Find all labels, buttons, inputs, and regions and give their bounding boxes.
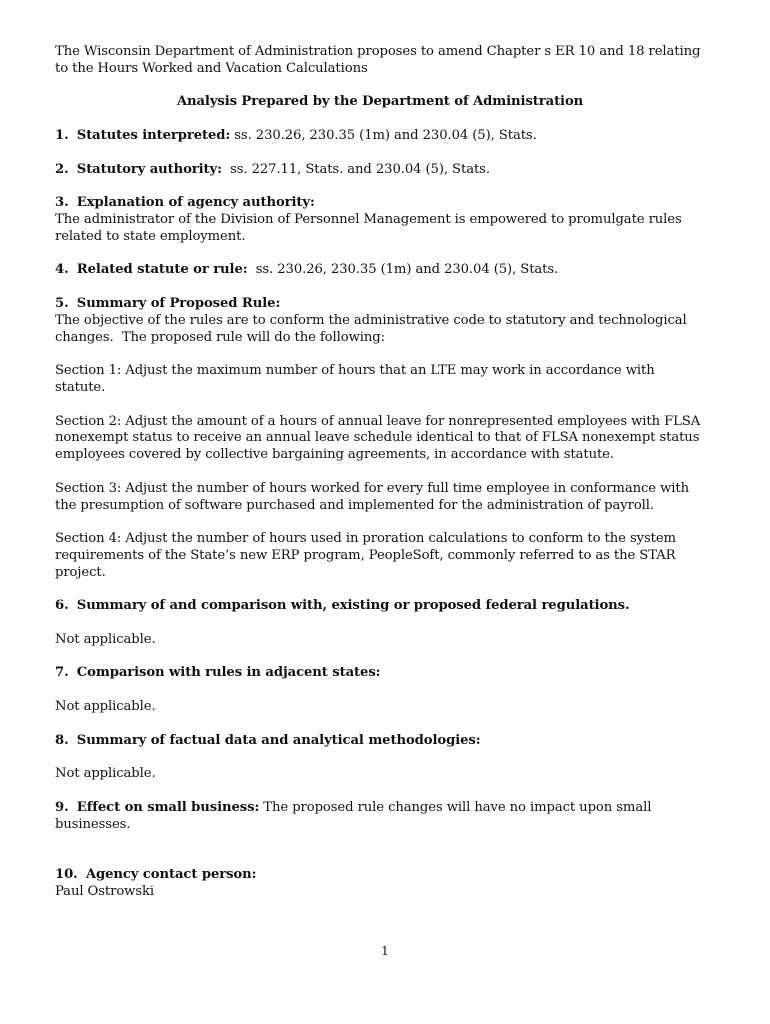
item-5 [55, 296, 705, 313]
item-7-body: Not applicable. [55, 699, 156, 715]
section-4-paragraph: Section 4: Adjust the number of hours used in proration calculations to conform to the system requirements of the State’s new ERP program, PeopleSoft, commonly referred to as the STAR project. [55, 531, 676, 580]
section-2-paragraph: Section 2: Adjust the amount of a hours of annual leave for nonrepresented employees with FLSA nonexempt status to receive an annual leave schedule identical to that of FLSA nonexempt status employees covered by collective bargaining agreements, in accordance with statute. [55, 413, 701, 463]
item-number: 3. [55, 195, 69, 211]
item-number: 9. [55, 799, 69, 815]
analysis-heading: Analysis Prepared by the Department of Administration [176, 94, 584, 110]
item-6 [55, 598, 705, 615]
contact-name: Paul Ostrowski [55, 883, 155, 899]
item-label: Related statute or rule: [76, 262, 248, 278]
item-text: ss. 230.26, 230.35 (1m) and 230.04 (5), Stats. [247, 262, 559, 278]
item-text: ss. 230.26, 230.35 (1m) and 230.04 (5), Stats. [230, 127, 537, 143]
item-6-body: Not applicable. [55, 631, 156, 647]
item-5-body: The objective of the rules are to conform the administrative code to statutory and technological changes. The proposed rule will do the following: [55, 312, 691, 345]
item-8-body: Not applicable. [55, 766, 156, 782]
contact-heading [55, 867, 705, 884]
item-4 [55, 262, 705, 279]
item-8 [55, 733, 705, 750]
item-text: ss. 227.11, Stats. and 230.04 (5), Stats. [221, 161, 490, 177]
item-1 [55, 128, 705, 145]
item-label: Agency contact person: [85, 867, 257, 883]
page-number: 1 [381, 944, 389, 958]
item-number: 8. [55, 732, 69, 748]
document-page [55, 44, 705, 901]
item-label: Statutes interpreted: [76, 127, 231, 143]
item-3 [55, 195, 705, 212]
item-7 [55, 665, 705, 682]
item-label: Comparison with rules in adjacent states: [76, 665, 381, 681]
item-3-body: The administrator of the Division of Personnel Management is empowered to promulgate rules related to state employment. [55, 211, 682, 244]
item-number: 1. [55, 127, 69, 143]
item-2 [55, 162, 705, 179]
item-number: 6. [55, 598, 69, 614]
item-number: 10. [55, 867, 78, 883]
item-label: Effect on small business: [76, 799, 260, 815]
section-3-paragraph: Section 3: Adjust the number of hours worked for every full time employee in conformance with the presumption of software purchased and implemented for the administration of payroll. [55, 480, 689, 513]
item-label: Summary of Proposed Rule: [76, 295, 281, 311]
item-label: Explanation of agency authority: [76, 195, 315, 211]
item-label: Statutory authority: [76, 161, 222, 177]
item-label: Summary of factual data and analytical methodologies: [76, 732, 481, 748]
item-number: 4. [55, 262, 69, 278]
item-number: 5. [55, 295, 69, 311]
item-text: The proposed rule changes will have no impact upon small businesses. [55, 799, 652, 832]
item-number: 7. [55, 665, 69, 681]
section-1-paragraph: Section 1: Adjust the maximum number of hours that an LTE may work in accordance with statute. [55, 363, 655, 395]
item-9 [55, 800, 705, 834]
item-number: 2. [55, 161, 69, 177]
item-label: Summary of and comparison with, existing or proposed federal regulations. [76, 598, 630, 614]
intro-paragraph: The Wisconsin Department of Administration proposes to amend Chapter s ER 10 and 18 relating to the Hours Worked and Vacation Calculations [55, 44, 701, 76]
